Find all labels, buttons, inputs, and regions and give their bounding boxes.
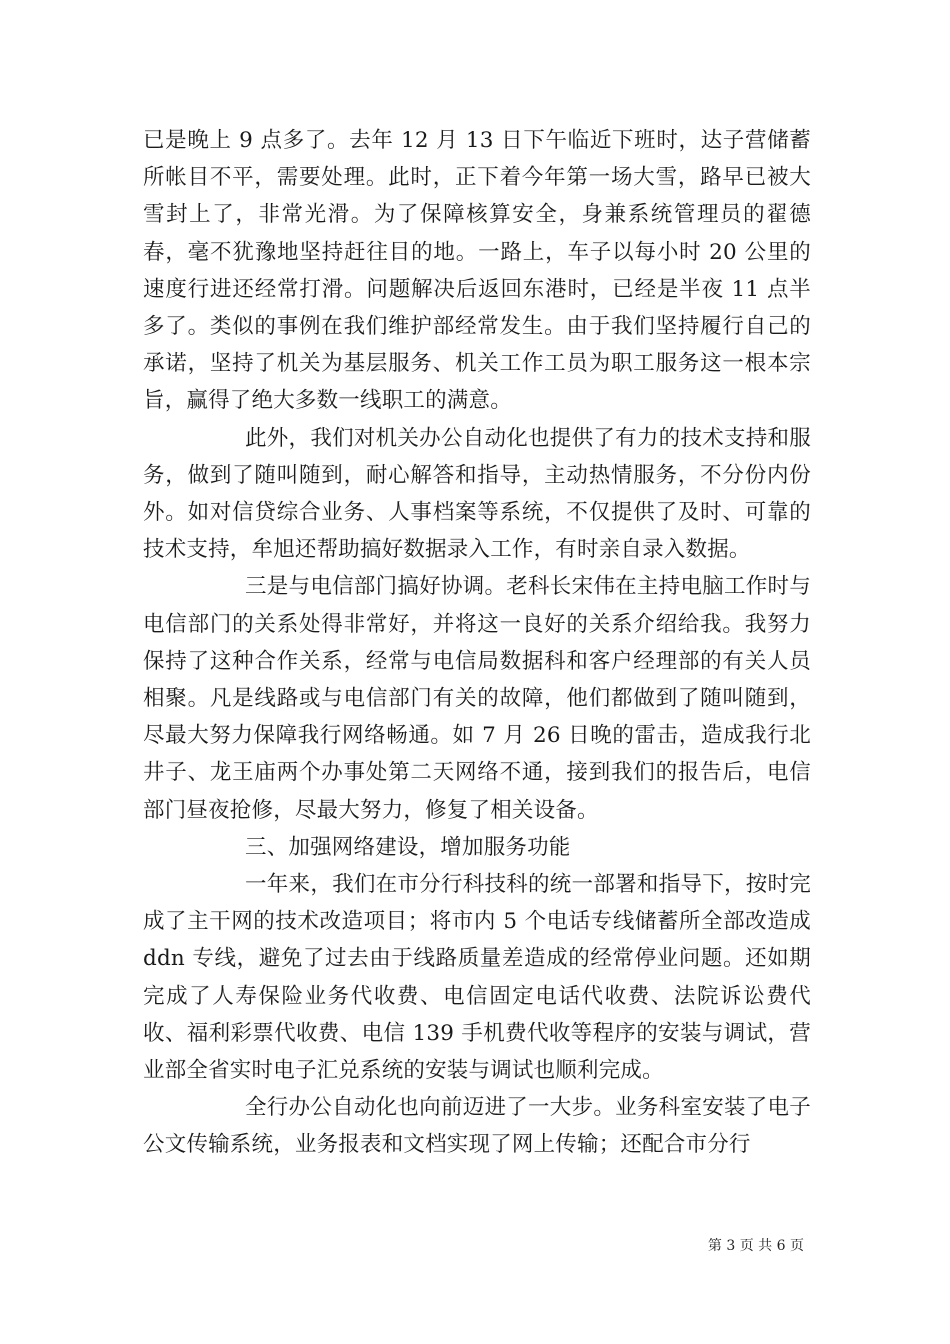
paragraph-6: 全行办公自动化也向前迈进了一大步。业务科室安装了电子公文传输系统，业务报表和文档实现了网上传输；还配合市分行	[143, 1095, 811, 1158]
section-heading: 三、加强网络建设，增加服务功能	[245, 834, 571, 860]
document-body	[143, 122, 811, 1164]
paragraph-5: 一年来，我们在市分行科技科的统一部署和指导下，按时完成了主干网的技术改造项目；将市内 5 个电话专线储蓄所全部改造成 ddn 专线，避免了过去由于线路质量差造成的经常停业问题。还如期完成了人寿保险业务代收费、电信固定电话代收费、法院诉讼费代收、福利彩票代收费、电信 139 手机费代收等程序的安装与调试，营业部全省实时电子汇兑系统的安装与调试也顺利完成。	[143, 872, 811, 1084]
paragraph-1: 已是晚上 9 点多了。去年 12 月 13 日下午临近下班时，达子营储蓄所帐目不平，需要处理。此时，正下着今年第一场大雪，路早已被大雪封上了，非常光滑。为了保障核算安全，身兼系统管理员的翟德春，毫不犹豫地坚持赶往目的地。一路上，车子以每小时 20 公里的速度行进还经常打滑。问题解决后返回东港时，已经是半夜 11 点半多了。类似的事例在我们维护部经常发生。由于我们坚持履行自己的承诺，坚持了机关为基层服务、机关工作工员为职工服务这一根本宗旨，赢得了绝大多数一线职工的满意。	[143, 128, 811, 414]
paragraph-3: 三是与电信部门搞好协调。老科长宋伟在主持电脑工作时与电信部门的关系处得非常好，并将这一良好的关系介绍给我。我努力保持了这种合作关系，经常与电信局数据科和客户经理部的有关人员相聚。凡是线路或与电信部门有关的故障，他们都做到了随叫随到，尽最大努力保障我行网络畅通。如 7 月 26 日晚的雷击，造成我行北井子、龙王庙两个办事处第二天网络不通，接到我们的报告后，电信部门昼夜抢修，尽最大努力，修复了相关设备。	[143, 574, 811, 823]
paragraph-2: 此外，我们对机关办公自动化也提供了有力的技术支持和服务，做到了随叫随到，耐心解答和指导，主动热情服务，不分份内份外。如对信贷综合业务、人事档案等系统，不仅提供了及时、可靠的技术支持，牟旭还帮助搞好数据录入工作，有时亲自录入数据。	[143, 425, 811, 563]
page-number-footer: 第 3 页 共 6 页	[707, 1238, 804, 1254]
